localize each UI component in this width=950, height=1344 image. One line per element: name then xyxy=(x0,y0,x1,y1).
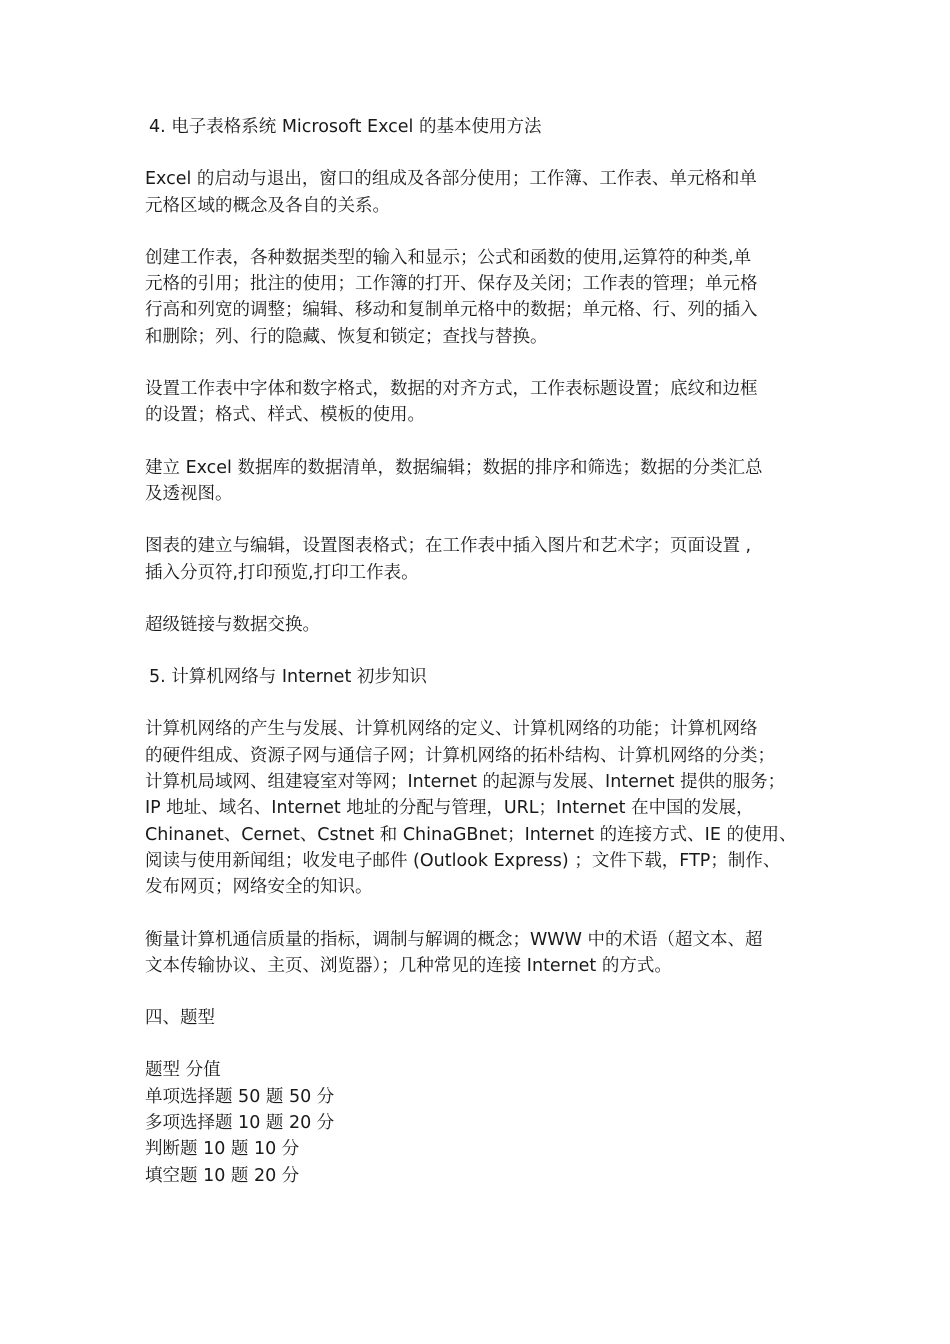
section-4-paragraph-4: 建立 Excel 数据库的数据清单，数据编辑；数据的排序和筛选；数据的分类汇总 及透视图。 xyxy=(145,457,763,504)
score-row-fill-blank: 填空题 10 题 20 分 xyxy=(145,1165,300,1186)
score-row-single-choice: 单项选择题 50 题 50 分 xyxy=(145,1086,335,1107)
section-4-paragraph-5: 图表的建立与编辑，设置图表格式；在工作表中插入图片和艺术字；页面设置 , 插入分页符,打印预览,打印工作表。 xyxy=(145,536,752,583)
section-4-paragraph-3: 设置工作表中字体和数字格式，数据的对齐方式，工作表标题设置；底纹和边框 的设置；格式、样式、模板的使用。 xyxy=(145,379,758,426)
section-5-heading: 5. 计算机网络与 Internet 初步知识 xyxy=(149,667,427,688)
question-types-heading: 四、题型 xyxy=(145,1008,215,1029)
section-5-paragraph-1: 计算机网络的产生与发展、计算机网络的定义、计算机网络的功能；计算机网络 的硬件组成、资源子网与通信子网；计算机网络的拓朴结构、计算机网络的分类； 计算机局域网、组建寝室对等网；Internet 的起源与发展、Internet 提供的服务； IP 地址、域名、Internet 地址的分配与管理，URL；Internet 在中国的发展， Chinanet、Cernet、Cstnet 和 ChinaGBnet；Internet 的连接方式、IE 的使用、 阅读与使用新闻组；收发电子邮件 (Outlook Express) ；文件下载，FTP；制作、 发布网页；网络安全的知识。 xyxy=(145,719,797,898)
score-table xyxy=(145,1057,810,1188)
score-row-true-false: 判断题 10 题 10 分 xyxy=(145,1139,300,1160)
document-body xyxy=(145,114,810,1189)
section-4-heading: 4. 电子表格系统 Microsoft Excel 的基本使用方法 xyxy=(149,117,542,137)
section-4-paragraph-1: Excel 的启动与退出，窗口的组成及各部分使用；工作簿、工作表、单元格和单 元格区域的概念及各自的关系。 xyxy=(145,169,757,216)
score-table-header: 题型 分值 xyxy=(145,1060,221,1081)
section-4-paragraph-6: 超级链接与数据交换。 xyxy=(145,614,320,635)
section-5-paragraph-2: 衡量计算机通信质量的指标，调制与解调的概念；WWW 中的术语（超文本、超 文本传输协议、主页、浏览器）；几种常见的连接 Internet 的方式。 xyxy=(145,929,763,976)
section-4-paragraph-2: 创建工作表，各种数据类型的输入和显示；公式和函数的使用,运算符的种类,单 元格的引用；批注的使用；工作簿的打开、保存及关闭；工作表的管理；单元格 行高和列宽的调整；编辑、移动和复制单元格中的数据；单元格、行、列的插入 和删除；列、行的隐藏、恢复和锁定；查找与替换。 xyxy=(145,247,758,347)
score-row-multiple-choice: 多项选择题 10 题 20 分 xyxy=(145,1113,335,1134)
